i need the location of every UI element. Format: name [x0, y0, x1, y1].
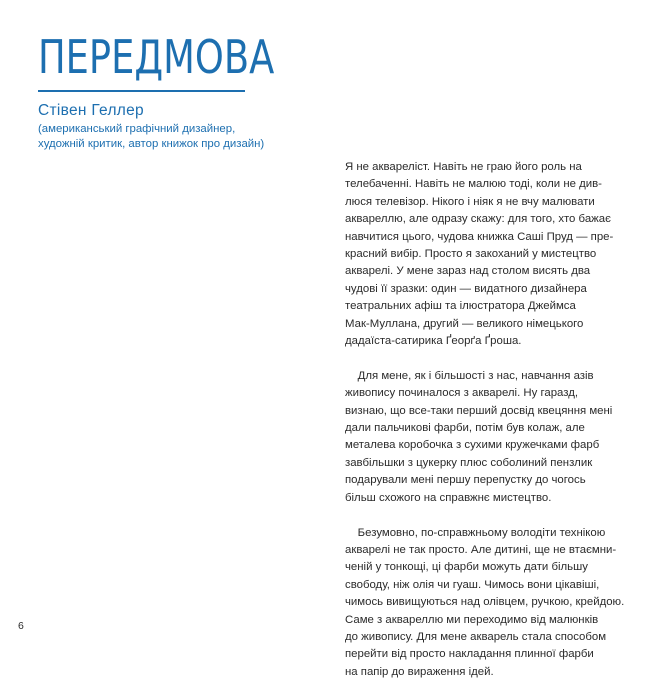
- text-line: люся телевізор. Нікого і ніяк я не вчу малювати: [345, 195, 595, 208]
- text-line: більш схожого на справжнє мистецтво.: [345, 491, 552, 504]
- text-line: визнаю, що все-таки перший досвід квецяння мені: [345, 404, 613, 417]
- text-line: навчитися цього, чудова книжка Саші Пруд — пре-: [345, 230, 614, 243]
- text-line: аквареллю, але одразу скажу: для того, хто бажає: [345, 213, 611, 226]
- text-line: перейти від просто накладання плинної фарби: [345, 648, 594, 661]
- text-line: Я не аквареліст. Навіть не граю його роль на: [345, 161, 582, 173]
- text-line: Для мене, як і більшості з нас, навчання азів: [345, 369, 594, 382]
- text-line: металева коробочка з сухими кружечками фарб: [345, 439, 600, 452]
- text-line: дадаїста-сатирика Ґеорґа Ґроша.: [345, 335, 522, 348]
- text-line: до живопису. Для мене акварель стала способом: [345, 630, 607, 643]
- author-description-line: художній критик, автор книжок про дизайн): [38, 138, 265, 150]
- author-description-line: (американський графічний дизайнер,: [38, 123, 236, 135]
- author-description: [38, 122, 264, 152]
- page-number: 6: [18, 620, 24, 632]
- text-line: свободу, ніж олія чи гуаш. Чимось вони цікавіші,: [345, 578, 600, 591]
- paragraph-3: [345, 525, 625, 682]
- text-line: красний вибір. Просто я закоханий у мистецтво: [345, 248, 597, 261]
- text-line: живопису починалося з акварелі. Ну гаразд,: [345, 387, 579, 400]
- author-name: Стівен Геллер: [38, 102, 144, 119]
- text-line: чудові її зразки: один — видатного дизайнера: [345, 282, 587, 295]
- text-line: Безумовно, по-справжньому володіти технікою: [345, 526, 606, 539]
- text-line: акварелі. У мене зараз над столом висять два: [345, 265, 591, 278]
- paragraph-1: [345, 159, 620, 350]
- title-underline: [38, 90, 245, 92]
- text-line: Саме з аквареллю ми переходимо від малюнків: [345, 613, 599, 626]
- text-line: завбільшки з цукерку плюс соболиний пензлик: [345, 456, 593, 469]
- text-line: подарували мені першу перепустку до чогось: [345, 474, 586, 487]
- text-line: Мак-Муллана, другий — великого німецького: [345, 317, 584, 330]
- text-line: на папір до вираження ідей.: [345, 665, 494, 678]
- text-line: телебаченні. Навіть не малюю тоді, коли не див-: [345, 178, 602, 191]
- text-line: дали пальчикові фарби, потім був колаж, але: [345, 422, 585, 435]
- text-line: чимось вивищуються над олівцем, ручкою, крейдою.: [345, 596, 625, 609]
- page-title: ПЕРЕДМОВА: [38, 30, 275, 84]
- paragraph-2: [345, 368, 620, 507]
- body-text: [345, 159, 625, 699]
- text-line: ченій у тонкощі, ці фарби можуть дати більшу: [345, 561, 588, 574]
- text-line: театральних афіш та ілюстратора Джеймса: [345, 300, 576, 313]
- text-line: акварелі не так просто. Але дитині, ще не втаємни-: [345, 543, 617, 556]
